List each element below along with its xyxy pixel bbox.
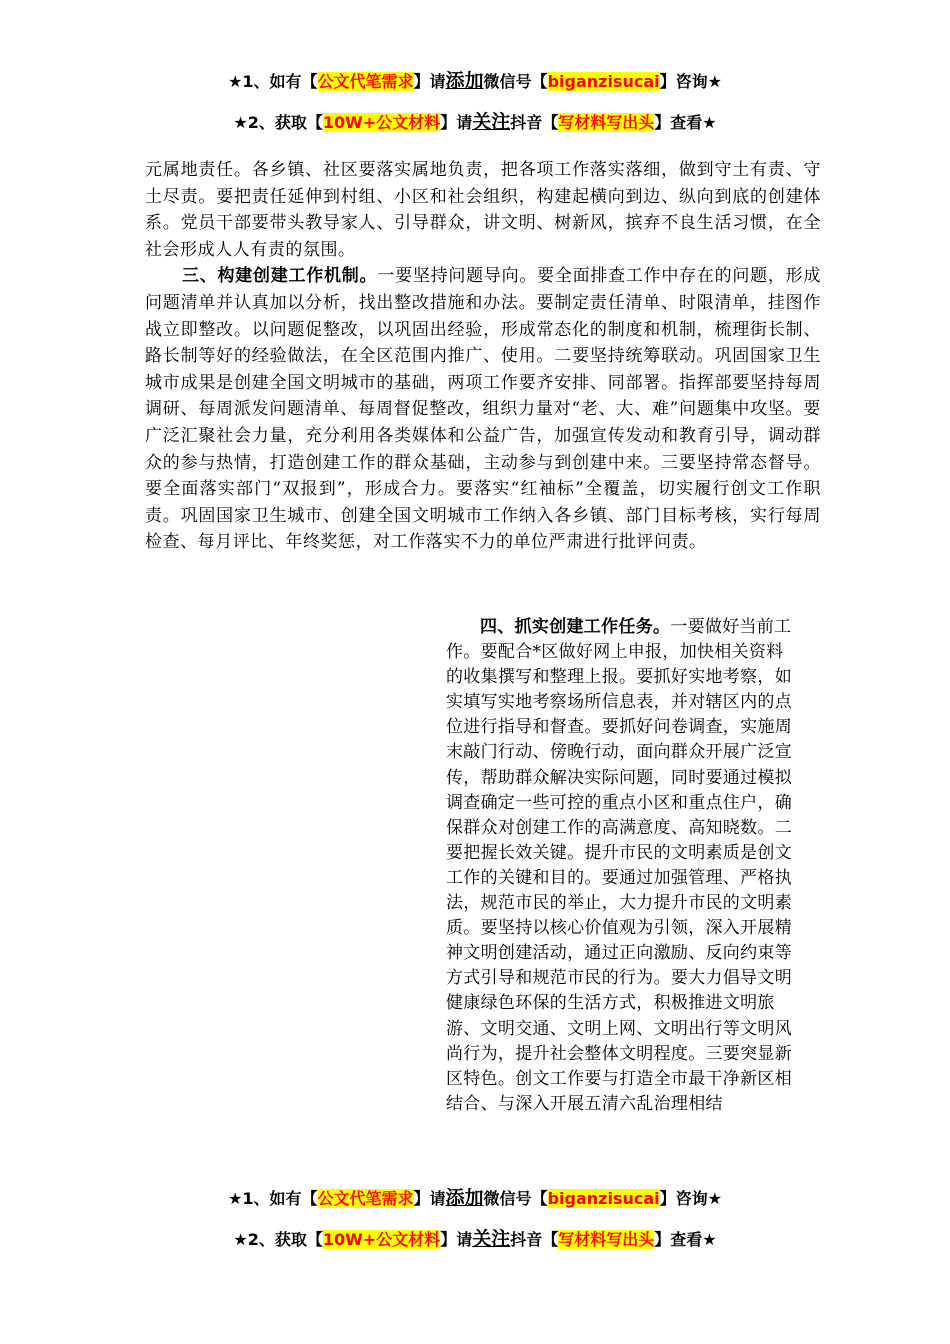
paragraph-2 xyxy=(145,263,821,556)
banner-highlight: 公文代笔需求 xyxy=(317,72,414,91)
banner-highlight: 10W+公文材料 xyxy=(322,113,441,132)
banner-text: 微信号【 xyxy=(483,72,548,91)
narrow-text-column xyxy=(446,615,798,1117)
banner-highlight: 公文代笔需求 xyxy=(317,1189,414,1208)
banner-highlight: biganzisucai xyxy=(547,1189,660,1208)
paragraph-3-text: 一要做好当前工作。要配合*区做好网上申报，加快相关资料的收集撰写和整理上报。要抓好实地考察，如实填写实地考察场所信息表，并对辖区内的点位进行指导和督查。要抓好问卷调查，实施周末敲门行动、傍晚行动，面向群众开展广泛宣传，帮助群众解决实际问题，同时要通过模拟调查确定一些可控的重点小区和重点住户，确保群众对创建工作的高满意度、高知晓数。二要把握长效关键。提升市民的文明素质是创文工作的关键和目的。要通过加强管理、严格执法，规范市民的举止，大力提升市民的文明素质。要坚持以核心价值观为引领，深入开展精神文明创建活动，通过正向激励、反向约束等方式引导和规范市民的行为。要大力倡导文明健康绿色环保的生活方式，积极推进文明旅游、文明交通、文明上网、文明出行等文明风尚行为，提升社会整体文明程度。三要突显新区特色。创文工作要与打造全市最干净新区相结合、与深入开展五清六乱治理相结 xyxy=(446,617,792,1114)
bottom-banner-line-2 xyxy=(0,1228,950,1251)
banner-text: ★1、如有【 xyxy=(228,1189,318,1208)
banner-text: 】请 xyxy=(440,113,473,132)
top-banner-line-2 xyxy=(0,111,950,134)
section-heading-4: 四、抓实创建工作任务。 xyxy=(480,617,671,637)
banner-text: ★1、如有【 xyxy=(228,72,318,91)
banner-emphasis: 关注 xyxy=(472,111,511,133)
banner-emphasis: 添加 xyxy=(445,70,484,92)
paragraph-2-text: 一要坚持问题导向。要全面排查工作中存在的问题，形成问题清单并认真加以分析，找出整改措施和办法。要制定责任清单、时限清单，挂图作战立即整改。以问题促整改，以巩固出经验，形成常态化的制度和机制，梳理街长制、路长制等好的经验做法，在全区范围内推广、使用。二要坚持统筹联动。巩固国家卫生城市成果是创建全国文明城市的基础，两项工作要齐安排、同部署。指挥部要坚持每周调研、每周派发问题清单、每周督促整改，组织力量对“老、大、难”问题集中攻坚。要广泛汇聚社会力量，充分利用各类媒体和公益广告，加强宣传发动和教育引导，调动群众的参与热情，打造创建工作的群众基础，主动参与到创建中来。三要坚持常态督导。要全面落实部门“双报到”，形成合力。要落实“红袖标”全覆盖，切实履行创文工作职责。巩固国家卫生城市、创建全国文明城市工作纳入各乡镇、部门目标考核，实行每周检查、每月评比、年终奖惩，对工作落实不力的单位严肃进行批评问责。 xyxy=(145,266,821,553)
document-body xyxy=(145,157,821,556)
paragraph-3 xyxy=(446,615,798,1117)
banner-highlight: 写材料写出头 xyxy=(558,113,655,132)
bottom-banner-line-1 xyxy=(0,1187,950,1210)
banner-text: 抖音【 xyxy=(510,113,559,132)
banner-text: ★2、获取【 xyxy=(233,1230,323,1249)
banner-text: ★2、获取【 xyxy=(233,113,323,132)
banner-text: 】请 xyxy=(413,1189,446,1208)
top-banner-line-1 xyxy=(0,70,950,93)
banner-text: 】查看★ xyxy=(654,1230,717,1249)
banner-emphasis: 关注 xyxy=(472,1228,511,1250)
banner-highlight: biganzisucai xyxy=(547,72,660,91)
paragraph-1: 元属地责任。各乡镇、社区要落实属地负责，把各项工作落实落细，做到守土有责、守土尽责。要把责任延伸到村组、小区和社会组织，构建起横向到边、纵向到底的创建体系。党员干部要带头教导家人、引导群众，讲文明、树新风，摈弃不良生活习惯，在全社会形成人人有责的氛围。 xyxy=(145,160,821,260)
banner-text: 】查看★ xyxy=(654,113,717,132)
banner-text: 微信号【 xyxy=(483,1189,548,1208)
banner-text: 抖音【 xyxy=(510,1230,559,1249)
banner-text: 】咨询★ xyxy=(659,72,722,91)
banner-text: 】咨询★ xyxy=(659,1189,722,1208)
banner-text: 】请 xyxy=(413,72,446,91)
banner-highlight: 写材料写出头 xyxy=(558,1230,655,1249)
banner-emphasis: 添加 xyxy=(445,1187,484,1209)
section-heading-3: 三、构建创建工作机制。 xyxy=(182,266,378,287)
banner-text: 】请 xyxy=(440,1230,473,1249)
banner-highlight: 10W+公文材料 xyxy=(322,1230,441,1249)
